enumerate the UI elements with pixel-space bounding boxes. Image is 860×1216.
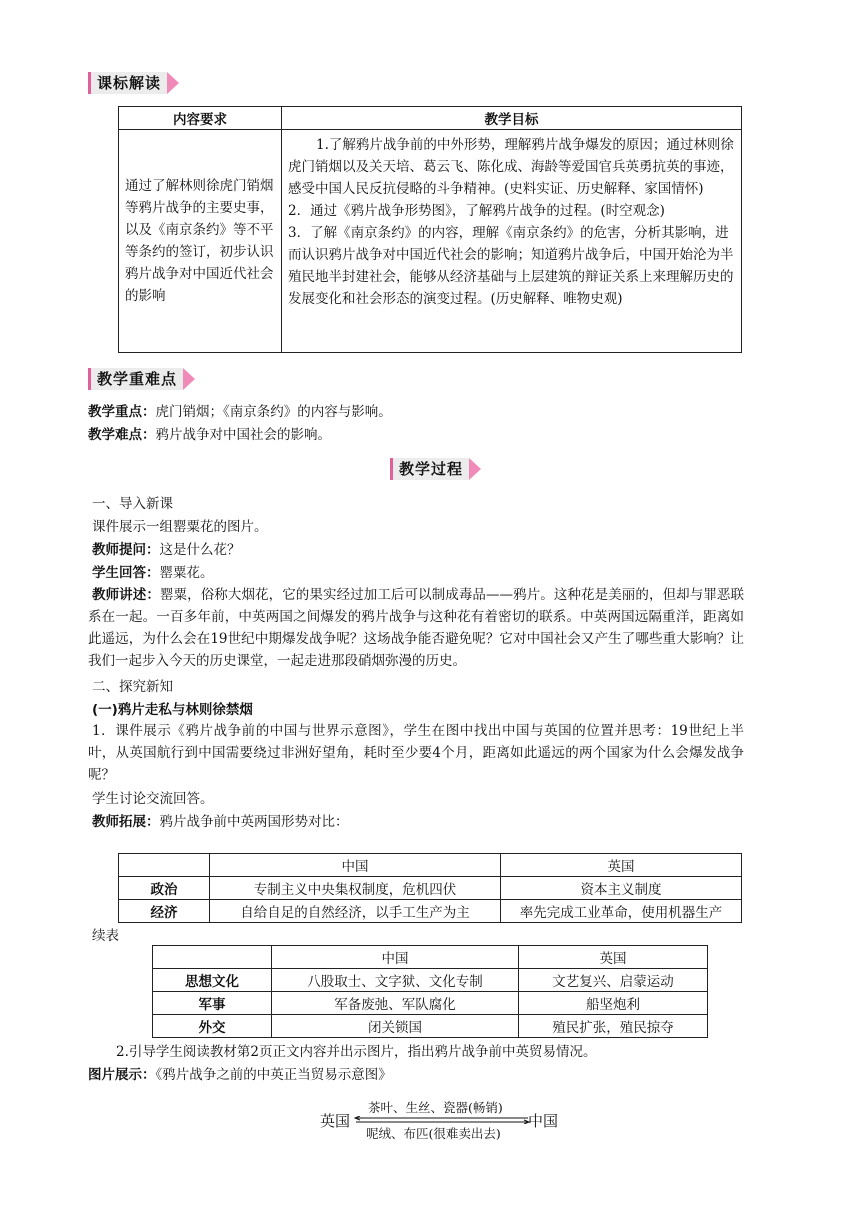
table-header: 中国 <box>210 854 501 877</box>
student-answer: 学生回答：罂粟花。 <box>92 565 214 581</box>
table-row: 经济 自给自足的自然经济，以手工生产为主 率先完成工业革命，使用机器生产 <box>119 900 742 923</box>
objective-item: 2．通过《鸦片战争形势图》，了解鸦片战争的过程。(时空观念) <box>288 203 665 219</box>
content-requirement: 通过了解林则徐虎门销烟等鸦片战争的主要史事，以及《南京条约》等不平等条约的签订，初步认识鸦片战争对中国近代社会的影响 <box>119 130 282 353</box>
diagram-top-label: 茶叶、生丝、瓷器(畅销) <box>368 1100 503 1115</box>
table-row: 外交 闭关锁国 殖民扩张，殖民掠夺 <box>153 1015 708 1038</box>
item-2: 2.引导学生阅读教材第2页正文内容并出示图片，指出鸦片战争前中英贸易情况。 <box>116 1044 597 1060</box>
section-banner-process: 教学过程 <box>390 458 481 480</box>
arrows-icon <box>354 1116 530 1124</box>
standards-table <box>118 106 742 353</box>
table-row: 军事 军备废弛、军队腐化 船坚炮利 <box>153 992 708 1015</box>
table-row: 政治 专制主义中央集权制度，危机四伏 资本主义制度 <box>119 877 742 900</box>
table-header: 中国 <box>272 946 519 969</box>
intro-heading: 一、导入新课 <box>92 496 173 512</box>
continued-label: 续表 <box>92 928 119 944</box>
objective-item: 3．了解《南京条约》的内容，理解《南京条约》的危害，分析其影响，进而认识鸦片战争对中国近代社会的影响；知道鸦片战争后，中国开始沦为半殖民地半封建社会，能够从经济基础与上层建筑的辩证关系上来理解历史的发展变化和社会形态的演变过程。(历史解释、唯物史观) <box>288 225 734 307</box>
table-header <box>119 854 210 877</box>
intro-line: 课件展示一组罂粟花的图片。 <box>92 519 268 535</box>
diagram-right-label: 中国 <box>528 1112 559 1130</box>
teacher-talk: 教师讲述：罂粟，俗称大烟花，它的果实经过加工后可以制成毒品——鸦片。这种花是美丽的，但却与罪恶联系在一起。一百多年前，中英两国之间爆发的鸦片战争与这种花有着密切的联系。中英两国远隔重洋，距离如此遥远，为什么会在19世纪中期爆发战争呢？这场战争能否避免呢？它对中国社会又产生了哪些重大影响？让我们一起步入今天的历史课堂，一起走进那段硝烟弥漫的历史。 <box>88 587 745 669</box>
table-header: 英国 <box>519 946 708 969</box>
table-header: 内容要求 <box>119 107 282 130</box>
table-row: 思想文化 八股取士、文字狱、文化专制 文艺复兴、启蒙运动 <box>153 969 708 992</box>
table-header: 教学目标 <box>282 107 742 130</box>
focus-line: 教学重点：虎门销烟；《南京条约》的内容与影响。 <box>88 404 392 420</box>
teacher-question: 教师提问：这是什么花？ <box>92 542 241 558</box>
explore-heading: 二、探究新知 <box>92 679 173 695</box>
table-header: 英国 <box>501 854 742 877</box>
item-1: 1．课件展示《鸦片战争前的中国与世界示意图》，学生在图中找出中国与英国的位置并思考：19世纪上半叶，从英国航行到中国需要绕过非洲好望角，耗时至少要4个月，距离如此遥远的两个国家为什么会爆发战争呢？ <box>88 723 744 783</box>
extend-line: 教师拓展：鸦片战争前中英两国形势对比： <box>92 814 349 830</box>
picture-line: 图片展示：《鸦片战争之前的中英正当贸易示意图》 <box>88 1067 392 1083</box>
section-banner-standards: 课标解读 <box>88 72 179 94</box>
sub-heading: (一)鸦片走私与林则徐禁烟 <box>92 702 253 718</box>
diagram-left-label: 英国 <box>320 1112 351 1130</box>
compare-table <box>118 853 742 923</box>
teaching-objectives <box>282 130 742 353</box>
table-header <box>153 946 272 969</box>
difficulty-line: 教学难点：鸦片战争对中国社会的影响。 <box>88 427 331 443</box>
diagram-bottom-label: 呢绒、布匹(很难卖出去) <box>366 1126 501 1141</box>
trade-diagram <box>320 1098 570 1144</box>
objective-item: 1.了解鸦片战争前的中外形势，理解鸦片战争爆发的原因；通过林则徐虎门销烟以及关天培、葛云飞、陈化成、海龄等爱国官兵英勇抗英的事迹，感受中国人民反抗侵略的斗争精神。(史料实证、历史解释、家国情怀) <box>288 137 734 197</box>
compare-table-continued <box>152 945 708 1038</box>
section-banner-key-points: 教学重难点 <box>88 368 195 390</box>
discuss-line: 学生讨论交流回答。 <box>92 791 214 807</box>
